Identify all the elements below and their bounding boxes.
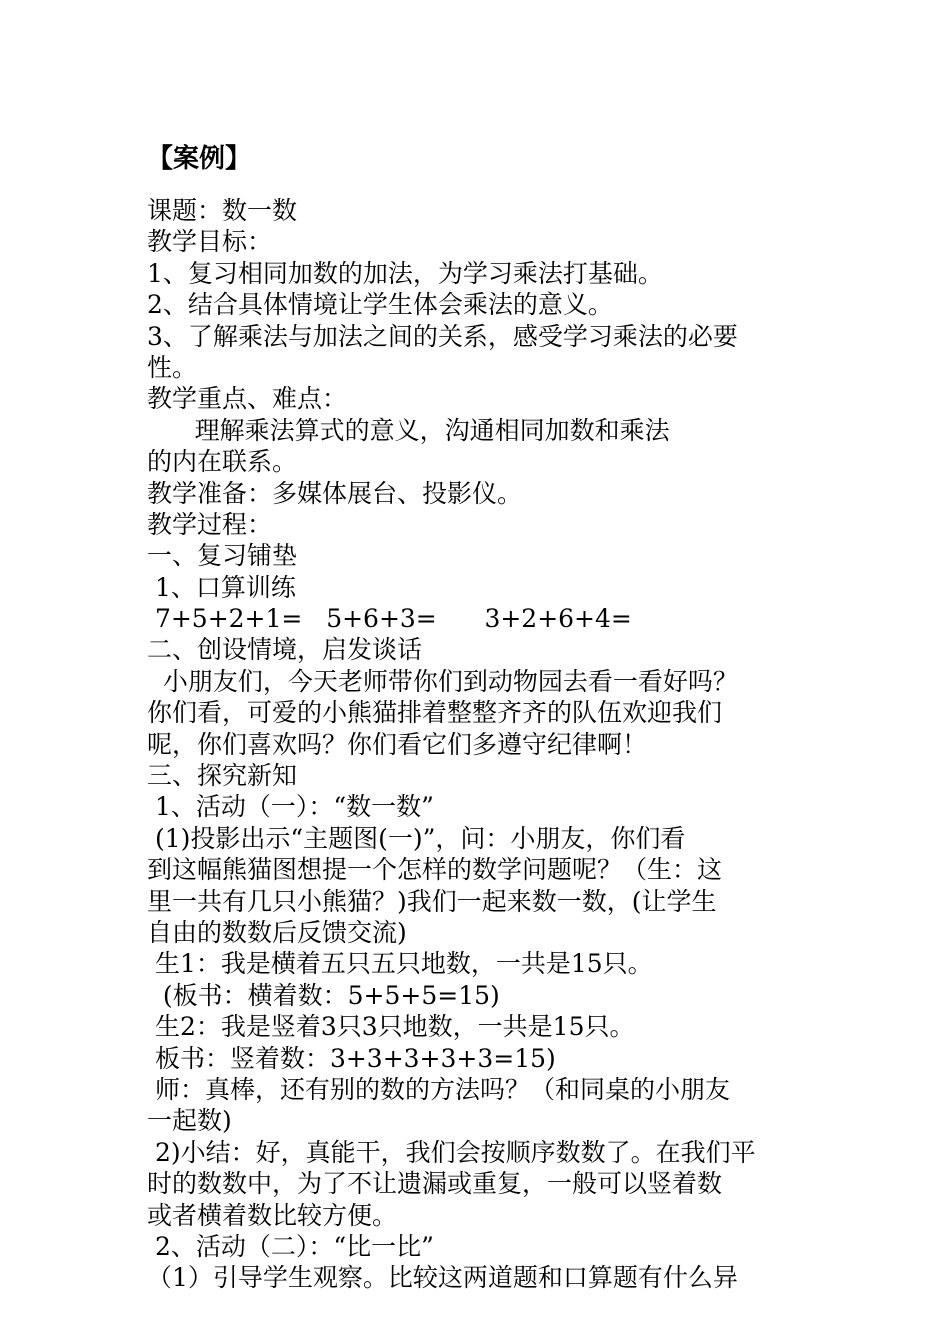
text-line: (1)投影出示“主题图(一)”，问：小朋友，你们看 <box>147 823 686 853</box>
text-line: (板书：横着数：5+5+5=15) <box>147 980 500 1010</box>
text-line: 2)小结：好，真能干，我们会按顺序数数了。在我们平 <box>147 1137 756 1167</box>
text-line: 里一共有几只小熊猫？)我们一起来数一数，(让学生 <box>147 886 717 916</box>
text-line: 生2：我是竖着3只3只地数，一共是15只。 <box>147 1012 635 1042</box>
text-line: 自由的数数后反馈交流) <box>147 917 407 947</box>
text-line: 1、活动（一）：“数一数” <box>147 792 434 822</box>
text-line: 教学重点、难点： <box>147 384 348 414</box>
text-line: 呢，你们喜欢吗？你们看它们多遵守纪律啊！ <box>147 729 648 759</box>
text-line: 2、活动（二）：“比一比” <box>147 1231 434 1261</box>
text-line: 三、探究新知 <box>147 761 298 791</box>
text-line: 的内在联系。 <box>147 447 298 477</box>
text-line: 1、口算训练 <box>147 572 296 602</box>
text-line: 二、创设情境，启发谈话 <box>147 635 423 665</box>
text-line: 教学准备：多媒体展台、投影仪。 <box>147 478 523 508</box>
text-line: 2、结合具体情境让学生体会乘法的意义。 <box>147 290 613 320</box>
text-line: 3、了解乘法与加法之间的关系，感受学习乘法的必要 <box>147 321 738 351</box>
text-line: 1、复习相同加数的加法，为学习乘法打基础。 <box>147 258 663 288</box>
text-line: 师：真棒，还有别的数的方法吗？（和同桌的小朋友 <box>147 1074 730 1104</box>
text-line: 生1：我是横着五只五只地数，一共是15只。 <box>147 949 653 979</box>
text-line: 教学目标： <box>147 227 273 257</box>
text-line: 时的数数中，为了不让遗漏或重复，一般可以竖着数 <box>147 1169 723 1199</box>
text-line: 到这幅熊猫图想提一个怎样的数学问题呢？（生：这 <box>147 855 723 885</box>
text-line: 你们看，可爱的小熊猫排着整整齐齐的队伍欢迎我们 <box>147 698 723 728</box>
text-line: 性。 <box>147 352 198 382</box>
document-title: 【案例】 <box>147 144 252 174</box>
text-line: 一起数) <box>147 1106 232 1136</box>
text-line: （1）引导学生观察。比较这两道题和口算题有什么异 <box>147 1263 738 1293</box>
text-line: 7+5+2+1= 5+6+3= 3+2+6+4= <box>147 604 632 634</box>
text-line: 课题：数一数 <box>147 196 298 225</box>
text-line: 理解乘法算式的意义，沟通相同加数和乘法 <box>147 415 670 445</box>
text-line: 小朋友们，今天老师带你们到动物园去看一看好吗？ <box>147 666 738 696</box>
document-body <box>147 195 812 1294</box>
text-line: 教学过程： <box>147 509 273 539</box>
text-line: 板书：竖着数：3+3+3+3+3=15) <box>147 1043 556 1073</box>
text-line: 一、复习铺垫 <box>147 541 298 571</box>
text-line: 或者横着数比较方便。 <box>147 1200 398 1230</box>
